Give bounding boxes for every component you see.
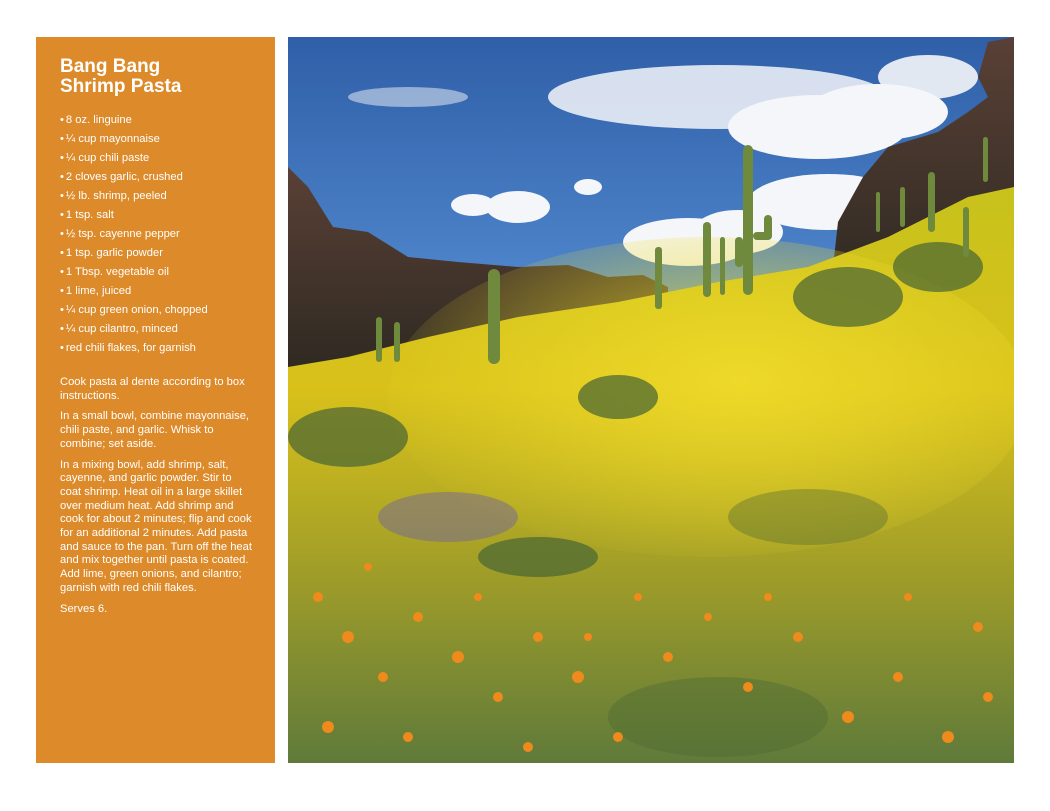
- landscape-illustration: [288, 37, 1014, 763]
- recipe-title: [60, 57, 253, 97]
- instruction-step: In a mixing bowl, add shrimp, salt, cayenne, and garlic powder. Stir to coat shrimp. Heat oil in a large skillet over medium heat. Add shrimp and cook for about 2 minutes; flip and cook for an additional 2 minutes. Add pasta and sauce to the pan. Turn off the heat and mix together until pasta is coated. Add lime, green onions, and cilantro; garnish with red chili flakes.: [60, 458, 252, 594]
- ingredient-item: • ¼ cup chili paste: [60, 149, 253, 168]
- desert-wildflower-photo: [288, 37, 1014, 763]
- instructions: [60, 376, 253, 616]
- instruction-step: In a small bowl, combine mayonnaise, chili paste, and garlic. Whisk to combine; set aside.: [60, 410, 250, 450]
- recipe-title-line-1: Bang Bang: [60, 56, 161, 77]
- ingredient-list: [60, 111, 253, 358]
- ingredient-item: • 1 lime, juiced: [60, 282, 253, 301]
- ingredient-item: • ¼ cup cilantro, minced: [60, 320, 253, 339]
- servings: Serves 6.: [60, 602, 108, 615]
- ingredient-item: • ¼ cup green onion, chopped: [60, 301, 253, 320]
- ingredient-item: • 1 tsp. garlic powder: [60, 244, 253, 263]
- ingredient-item: • ½ tsp. cayenne pepper: [60, 225, 253, 244]
- ingredient-item: • ¼ cup mayonnaise: [60, 130, 253, 149]
- instruction-step: Cook pasta al dente according to box instructions.: [60, 376, 245, 402]
- recipe-panel: [36, 37, 275, 763]
- ingredient-item: • red chili flakes, for garnish: [60, 339, 253, 358]
- ingredient-item: • 1 Tbsp. vegetable oil: [60, 263, 253, 282]
- ingredient-item: • 1 tsp. salt: [60, 206, 253, 225]
- ingredient-item: • ½ lb. shrimp, peeled: [60, 187, 253, 206]
- ingredient-item: • 8 oz. linguine: [60, 111, 253, 130]
- ingredient-item: • 2 cloves garlic, crushed: [60, 168, 253, 187]
- recipe-title-line-2: Shrimp Pasta: [60, 76, 182, 97]
